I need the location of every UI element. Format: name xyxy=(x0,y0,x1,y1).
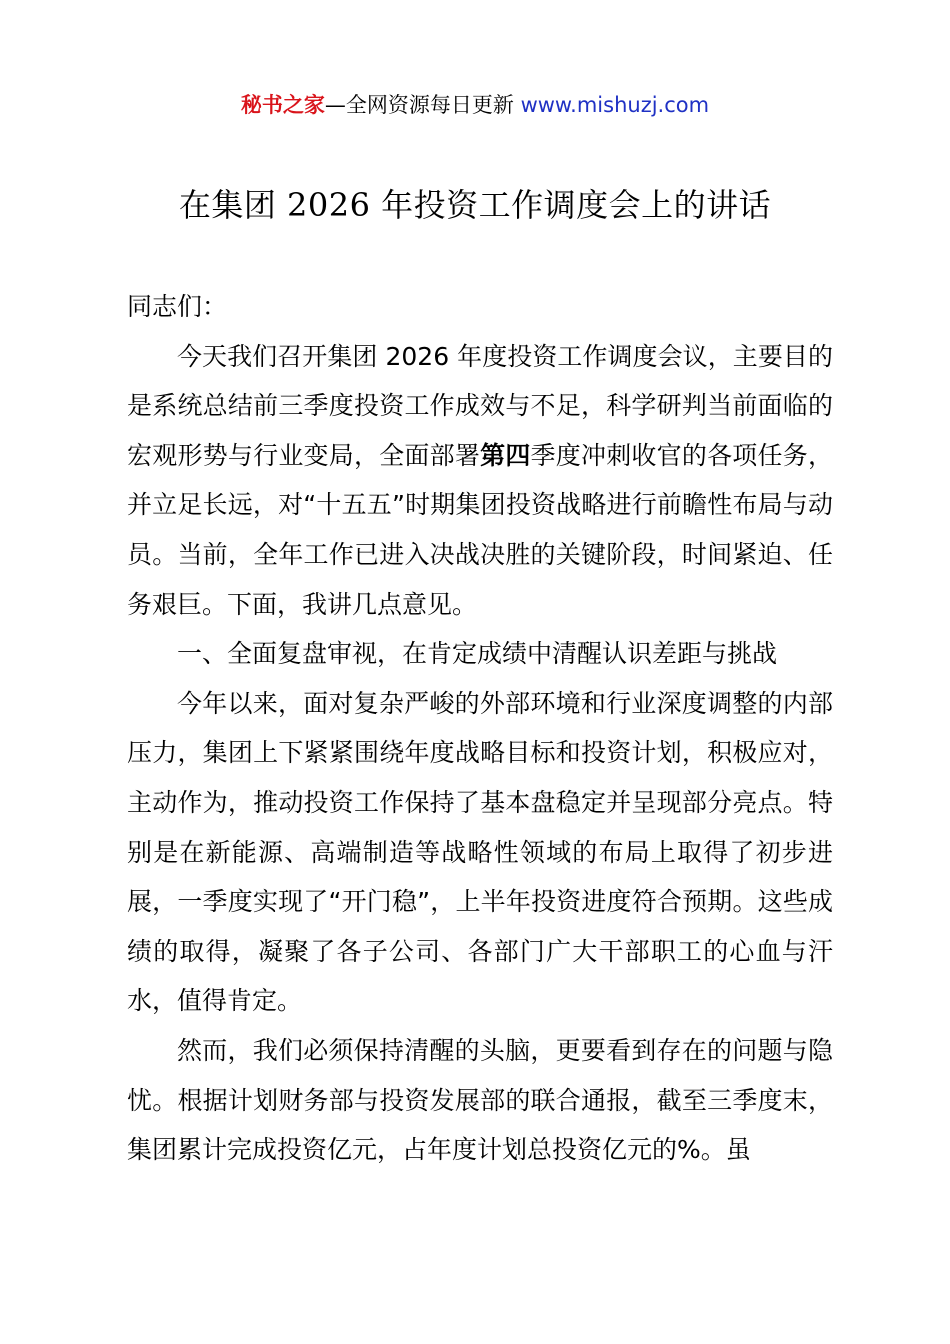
paragraph-intro-bold: 第四 xyxy=(480,440,531,470)
paragraph-problems: 然而，我们必须保持清醒的头脑，更要看到存在的问题与隐忧。根据计划财务部与投资发展部的联合通报，截至三季度末，集团累计完成投资亿元，占年度计划总投资亿元的%。虽 xyxy=(127,1035,833,1165)
paragraph-intro-part1: 今天我们召开集团 2026 年度投资工作调度会议，主要目的是系统总结前三季度投资工作成效与不足，科学研判当前面临的宏观形势与行业变局，全面部署 xyxy=(127,341,833,470)
site-brand: 秘书之家 xyxy=(240,93,325,117)
site-url-link[interactable]: www.mishuzj.com xyxy=(520,93,710,117)
paragraph-achievements: 今年以来，面对复杂严峻的外部环境和行业深度调整的内部压力，集团上下紧紧围绕年度战略目标和投资计划，积极应对，主动作为，推动投资工作保持了基本盘稳定并呈现部分亮点。特别是在新能源、高端制造等战略性领域的布局上取得了初步进展，一季度实现了“开门稳”，上半年投资进度符合预期。这些成绩的取得，凝聚了各子公司、各部门广大干部职工的心血与汗水，值得肯定。 xyxy=(127,688,833,1016)
document-title: 在集团 2026 年投资工作调度会上的讲话 xyxy=(178,186,772,224)
site-tagline: —全网资源每日更新 xyxy=(324,93,514,117)
salutation: 同志们： xyxy=(127,292,228,321)
paragraph-intro-part2: 季度冲刺收官的各项任务，并立足长远，对“十五五”时期集团投资战略进行前瞻性布局与动员。当前，全年工作已进入决战决胜的关键阶段，时间紧迫、任务艰巨。下面，我讲几点意见。 xyxy=(127,440,833,619)
paragraph-intro xyxy=(127,332,833,630)
site-header xyxy=(0,88,950,122)
document-body xyxy=(127,282,833,1175)
section-heading-1: 一、全面复盘审视，在肯定成绩中清醒认识差距与挑战 xyxy=(177,639,778,669)
